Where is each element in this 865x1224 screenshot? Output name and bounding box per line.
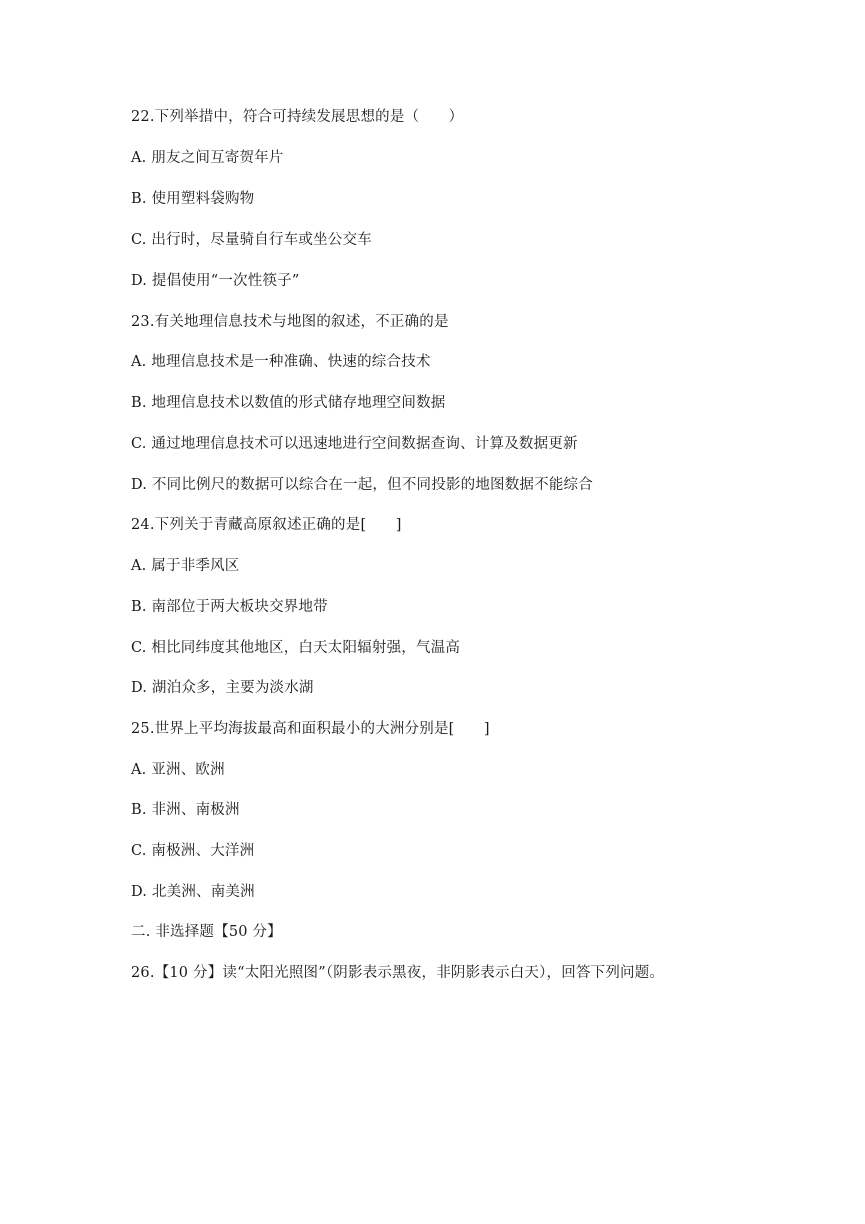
section-heading-non-choice: 二. 非选择题【50 分】 bbox=[131, 924, 282, 940]
question-22-stem: 22.下列举措中，符合可持续发展思想的是（ ） bbox=[131, 109, 464, 125]
question-23-option-b: B. 地理信息技术以数值的形式储存地理空间数据 bbox=[131, 395, 446, 411]
question-25-option-d: D. 北美洲、南美洲 bbox=[131, 884, 255, 900]
question-23-stem: 23.有关地理信息技术与地图的叙述，不正确的是 bbox=[131, 314, 449, 330]
question-25-stem: 25.世界上平均海拔最高和面积最小的大洲分别是[ ] bbox=[131, 721, 490, 737]
question-24-stem: 24.下列关于青藏高原叙述正确的是[ ] bbox=[131, 517, 402, 533]
question-22-option-b: B. 使用塑料袋购物 bbox=[131, 191, 255, 207]
question-24-option-c: C. 相比同纬度其他地区，白天太阳辐射强，气温高 bbox=[131, 640, 461, 656]
question-23-option-c: C. 通过地理信息技术可以迅速地进行空间数据查询、计算及数据更新 bbox=[131, 436, 578, 452]
question-26-stem: 26.【10 分】读“太阳光照图”（阴影表示黑夜，非阴影表示白天），回答下列问题。 bbox=[131, 965, 665, 981]
question-25-option-c: C. 南极洲、大洋洲 bbox=[131, 843, 255, 859]
question-23-option-d: D. 不同比例尺的数据可以综合在一起，但不同投影的地图数据不能综合 bbox=[131, 477, 593, 493]
question-23-option-a: A. 地理信息技术是一种准确、快速的综合技术 bbox=[131, 354, 431, 370]
question-22-option-d: D. 提倡使用“一次性筷子” bbox=[131, 273, 300, 289]
question-24-option-a: A. 属于非季风区 bbox=[131, 558, 240, 574]
question-25-option-b: B. 非洲、南极洲 bbox=[131, 802, 240, 818]
question-22-option-c: C. 出行时，尽量骑自行车或坐公交车 bbox=[131, 232, 372, 248]
question-22-option-a: A. 朋友之间互寄贺年片 bbox=[131, 150, 284, 166]
question-24-option-b: B. 南部位于两大板块交界地带 bbox=[131, 599, 328, 615]
question-25-option-a: A. 亚洲、欧洲 bbox=[131, 762, 225, 778]
question-24-option-d: D. 湖泊众多，主要为淡水湖 bbox=[131, 680, 314, 696]
